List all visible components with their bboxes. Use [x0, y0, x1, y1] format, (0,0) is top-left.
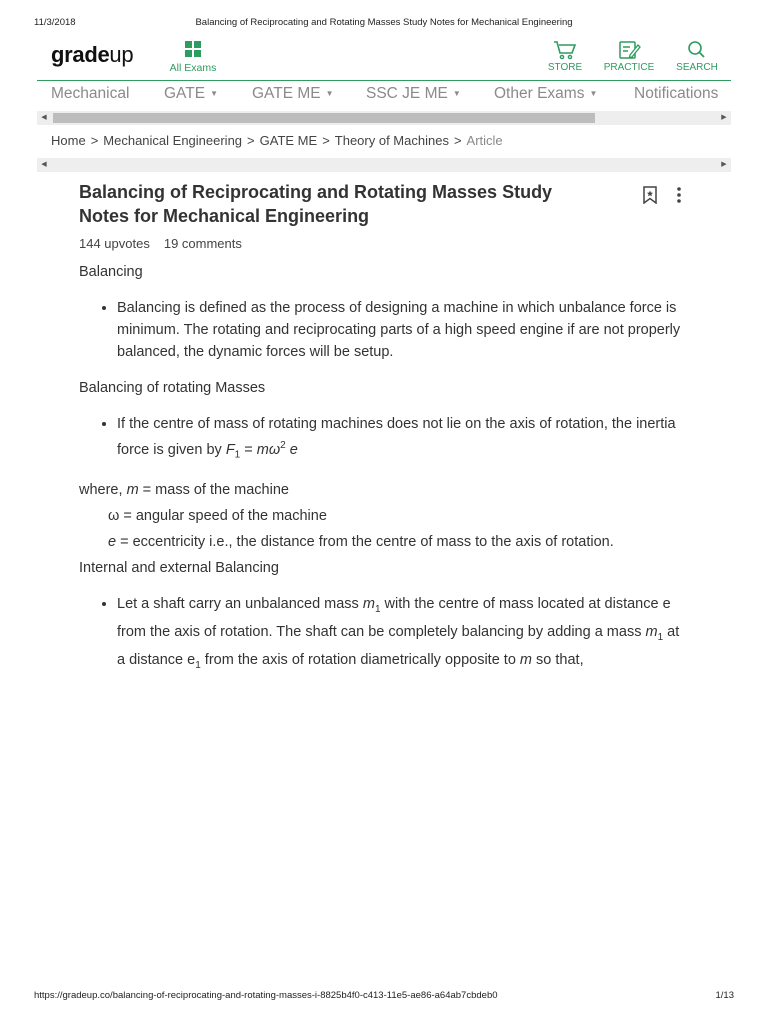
nav-item-label: Mechanical: [51, 85, 130, 102]
scrollbar-thumb[interactable]: [53, 113, 595, 123]
comments-count[interactable]: 19 comments: [163, 236, 242, 251]
search-icon: [685, 40, 709, 60]
nav-item-label: GATE: [164, 85, 206, 102]
def-e-text: = eccentricity i.e., the distance from the centre of mass to the axis of rotation.: [116, 533, 614, 550]
list-item: [117, 593, 691, 677]
nav-item-gate-me[interactable]: [252, 85, 334, 103]
text-span: at a distance e: [117, 623, 680, 668]
breadcrumb-separator: >: [90, 133, 99, 148]
scroll-right-icon[interactable]: ▶: [721, 114, 727, 121]
section-heading: Balancing: [79, 264, 143, 280]
text-span: Let a shaft carry an unbalanced mass: [117, 595, 363, 612]
scroll-left-icon[interactable]: ◀: [41, 114, 47, 121]
bookmark-icon[interactable]: [642, 186, 658, 204]
print-header: [34, 17, 734, 31]
article-title: Balancing of Reciprocating and Rotating Masses Study Notes for Mechanical Engineering: [79, 182, 553, 226]
logo-bold: grade: [51, 42, 110, 67]
search-label: SEARCH: [676, 62, 718, 73]
nav-item-notifications[interactable]: [634, 85, 718, 103]
store-label: STORE: [547, 62, 583, 73]
nav-item-ssc-je-me[interactable]: [366, 85, 461, 103]
nav-scrollbar[interactable]: [37, 111, 731, 125]
more-vertical-icon[interactable]: [676, 186, 682, 204]
article: [79, 180, 691, 676]
breadcrumb: [51, 133, 503, 148]
text-span: with the centre of mass located at distance e from the axis of rotation. The shaft can be completely balancing by adding a mass: [117, 595, 671, 640]
breadcrumb-current: Article: [466, 133, 503, 148]
definition-omega: [79, 505, 691, 527]
print-page-number: 1/13: [715, 990, 734, 1001]
def-omega-text: = angular speed of the machine: [119, 507, 327, 524]
formula-m-omega: mω: [256, 441, 281, 458]
scroll-right-icon[interactable]: ▶: [721, 161, 727, 168]
caret-down-icon: ▼: [210, 89, 218, 99]
nav-item-label: Notifications: [634, 85, 719, 102]
formula-sub: 1: [234, 449, 241, 461]
store-button[interactable]: [544, 40, 586, 73]
breadcrumb-gate-me[interactable]: GATE ME: [259, 133, 318, 148]
section-heading: Balancing of rotating Masses: [79, 380, 266, 396]
breadcrumb-separator: >: [322, 133, 330, 148]
all-exams-label: All Exams: [169, 62, 217, 74]
all-exams-button[interactable]: [165, 41, 221, 74]
subscript: 1: [374, 603, 381, 615]
breadcrumb-home[interactable]: Home: [51, 133, 86, 148]
list-item: • Balancing is defined as the process of designing a machine in which unbalance force is minimum. The rotating and reciprocating parts of a high speed engine if are not properly balanced, the dynamic forces will be setup.: [117, 297, 691, 363]
caret-down-icon: ▼: [325, 89, 334, 99]
subscript: 1: [657, 631, 664, 643]
symbol-m: m: [519, 651, 533, 668]
list-item-text: If the centre of mass of rotating machines does not lie on the axis of rotation, the inertia force is given by: [117, 416, 676, 458]
where-m-def: = mass of the machine: [138, 481, 289, 498]
caret-down-icon: ▼: [589, 89, 598, 99]
bullet-list: [79, 413, 691, 467]
print-title: Balancing of Reciprocating and Rotating Masses Study Notes for Mechanical Engineering: [195, 17, 573, 28]
caret-down-icon: ▼: [452, 89, 461, 99]
scroll-left-icon[interactable]: ◀: [41, 161, 47, 168]
upvotes-count[interactable]: 144 upvotes: [79, 236, 150, 251]
cart-icon: [553, 40, 577, 60]
article-meta: [79, 236, 691, 251]
section-heading: Internal and external Balancing: [79, 559, 279, 576]
print-date: 11/3/2018: [34, 17, 76, 28]
subscript: 1: [195, 659, 201, 671]
formula-e: e: [285, 441, 298, 458]
formula-f: F: [225, 441, 235, 458]
practice-button[interactable]: [600, 40, 658, 73]
breadcrumb-separator: >: [247, 133, 255, 148]
nav-item-label: SSC JE ME: [366, 85, 448, 102]
print-footer: [34, 990, 734, 1004]
formula-sup: 2: [280, 440, 286, 451]
list-item: [117, 413, 691, 467]
breadcrumb-theory-of-machines[interactable]: Theory of Machines: [334, 133, 449, 148]
nav-item-label: GATE ME: [252, 85, 321, 102]
practice-icon: [617, 40, 641, 60]
breadcrumb-mechanical-engineering[interactable]: Mechanical Engineering: [103, 133, 243, 148]
logo-light: up: [109, 42, 134, 67]
site-header: [37, 36, 731, 81]
grid-icon: [185, 41, 201, 57]
search-button[interactable]: [673, 40, 721, 73]
text-span: from the axis of rotation diametrically opposite to: [200, 651, 520, 668]
practice-label: PRACTICE: [603, 62, 655, 73]
breadcrumb-separator: >: [453, 133, 462, 148]
exam-nav-bar: [37, 81, 731, 109]
text-span: so that,: [532, 651, 584, 668]
symbol-m: m: [362, 595, 375, 612]
where-line: [79, 477, 691, 503]
definition-e: [79, 531, 691, 553]
gradeup-logo[interactable]: [51, 42, 133, 68]
nav-item-other-exams[interactable]: [494, 85, 597, 103]
def-e-symbol: e: [108, 533, 117, 550]
nav-item-mechanical[interactable]: [51, 85, 129, 103]
formula-eq: =: [240, 441, 257, 458]
where-prefix: where,: [79, 481, 127, 498]
breadcrumb-scrollbar[interactable]: [37, 158, 731, 172]
print-url: https://gradeup.co/balancing-of-reciprocating-and-rotating-masses-i-8825b4f0-c413-11e5-ae86-a64ab7cbdeb0: [34, 990, 498, 1001]
nav-item-gate[interactable]: [164, 85, 218, 103]
bullet-list: [79, 297, 691, 363]
nav-item-label: Other Exams: [494, 85, 585, 102]
symbol-m: m: [645, 623, 658, 640]
where-m: m: [126, 481, 139, 498]
def-omega-symbol: ω: [108, 507, 120, 524]
bullet-list: [79, 593, 691, 677]
